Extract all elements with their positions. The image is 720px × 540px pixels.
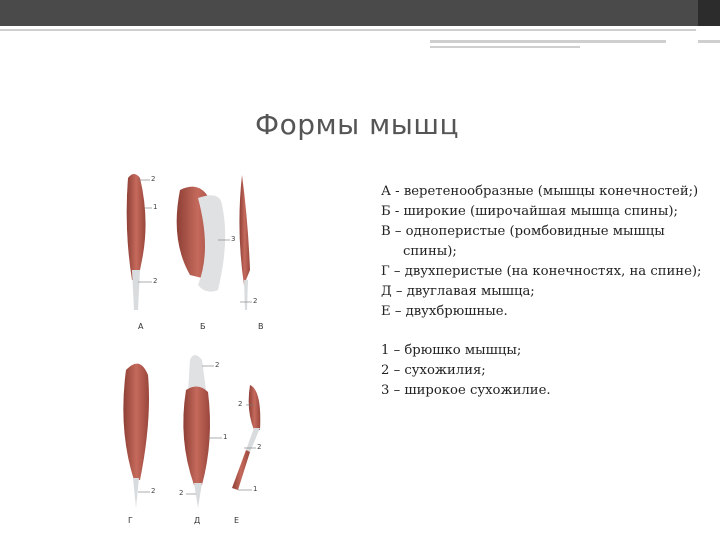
label-number-2: 2: [151, 175, 156, 183]
label-number-1: 1: [153, 203, 158, 211]
decor-line: [0, 29, 696, 31]
label-number-2: 2: [151, 487, 156, 495]
muscle-a: [127, 174, 146, 310]
label-number-2: 2: [153, 277, 158, 285]
legend-item: 2 – сухожилия;: [381, 363, 486, 378]
list-item: Е – двухбрюшные.: [381, 304, 508, 319]
label-number-2: 2: [253, 297, 258, 305]
label-number-1: 1: [253, 485, 258, 493]
page-title: Формы мышц: [255, 108, 460, 141]
legend: [381, 341, 711, 401]
list-item: Д – двуглавая мышца;: [381, 284, 535, 299]
decor-line: [698, 40, 720, 43]
muscle-e: [232, 385, 260, 490]
label-number-2: 2: [215, 361, 220, 369]
list-item: В – одноперистые (ромбовидные мышцы спины);: [381, 224, 665, 259]
figure-label-b: Б: [200, 322, 206, 331]
slide-top-accent: [698, 0, 720, 26]
list-item: Г – двухперистые (на конечностях, на спине);: [381, 264, 702, 279]
figure-label-v: В: [258, 322, 264, 331]
figure-label-g: Г: [128, 516, 133, 525]
muscle-g: [123, 364, 149, 508]
legend-item: 1 – брюшко мышцы;: [381, 343, 522, 358]
slide-top-bar: [0, 0, 698, 26]
figure-label-a: А: [138, 322, 144, 331]
label-number-2: 2: [179, 489, 184, 497]
label-number-2: 2: [257, 443, 262, 451]
figure-label-e: Е: [234, 516, 240, 525]
muscle-forms-list: [381, 182, 711, 401]
legend-item: 3 – широкое сухожилие.: [381, 383, 551, 398]
label-number-2: 2: [238, 400, 243, 408]
label-number-3: 3: [231, 235, 236, 243]
muscle-drawings: [110, 160, 370, 530]
figure-label-d: Д: [194, 516, 201, 525]
decor-line: [430, 40, 666, 43]
list-item: А - веретенообразные (мышцы конечностей;): [381, 184, 699, 199]
muscle-d: [183, 355, 210, 508]
decor-line: [430, 46, 580, 48]
muscle-b: [177, 187, 226, 292]
label-number-1: 1: [223, 433, 228, 441]
muscle-forms-illustration: [110, 160, 370, 530]
list-item: Б - широкие (широчайшая мышца спины);: [381, 204, 678, 219]
muscle-v: [239, 175, 250, 310]
